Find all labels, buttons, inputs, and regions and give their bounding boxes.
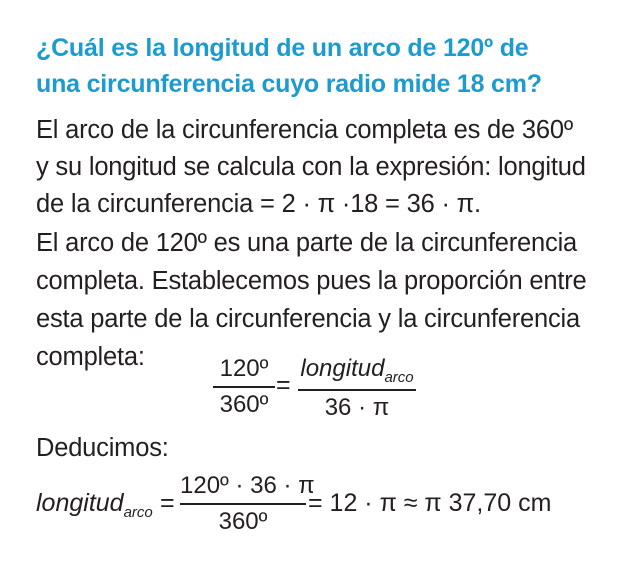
result-equals: = — [160, 489, 175, 517]
proportion-left-numerator: 120º — [219, 355, 269, 382]
proportion-right-denominator: 36 · π — [324, 393, 390, 421]
proportion-left-fraction — [213, 354, 275, 420]
result-denominator: 360º — [218, 507, 268, 535]
body-line-4: El arco de 120º es una parte de la circunferencia — [36, 229, 578, 257]
arco-subscript: arco — [384, 369, 414, 386]
body-line-5: completa. Establecemos pues la proporción entre — [36, 267, 587, 295]
proportion-right-numerator — [298, 354, 416, 387]
fraction-bar — [298, 389, 416, 391]
longitud-text: longitud — [36, 489, 124, 517]
longitud-text: longitud — [300, 355, 385, 382]
body-line-7: completa: — [36, 343, 145, 371]
result-lhs — [36, 488, 153, 522]
fraction-bar — [213, 386, 275, 388]
proportion-right-fraction — [298, 354, 416, 423]
result-rhs: = 12 · π ≈ π 37,70 cm — [308, 489, 552, 517]
proportion-equals: = — [276, 371, 291, 399]
arco-subscript: arco — [123, 504, 153, 521]
body-line-3: de la circunferencia = 2 · π ·18 = 36 · π. — [36, 190, 481, 218]
body-line-1: El arco de la circunferencia completa es de 360º — [36, 116, 573, 144]
body-line-2: y su longitud se calcula con la expresión: longitud — [36, 153, 586, 181]
result-fraction — [180, 471, 315, 537]
body-line-6: esta parte de la circunferencia y la circunferencia — [36, 305, 581, 333]
fraction-bar — [180, 503, 306, 505]
deducimos-label: Deducimos: — [36, 434, 169, 462]
question-heading — [36, 30, 626, 102]
question-line-2: una circunferencia cuyo radio mide 18 cm? — [36, 70, 542, 98]
proportion-left-denominator: 360º — [219, 390, 269, 418]
question-line-1: ¿Cuál es la longitud de un arco de 120º de — [36, 34, 529, 62]
result-numerator: 120º · 36 · π — [180, 472, 315, 499]
